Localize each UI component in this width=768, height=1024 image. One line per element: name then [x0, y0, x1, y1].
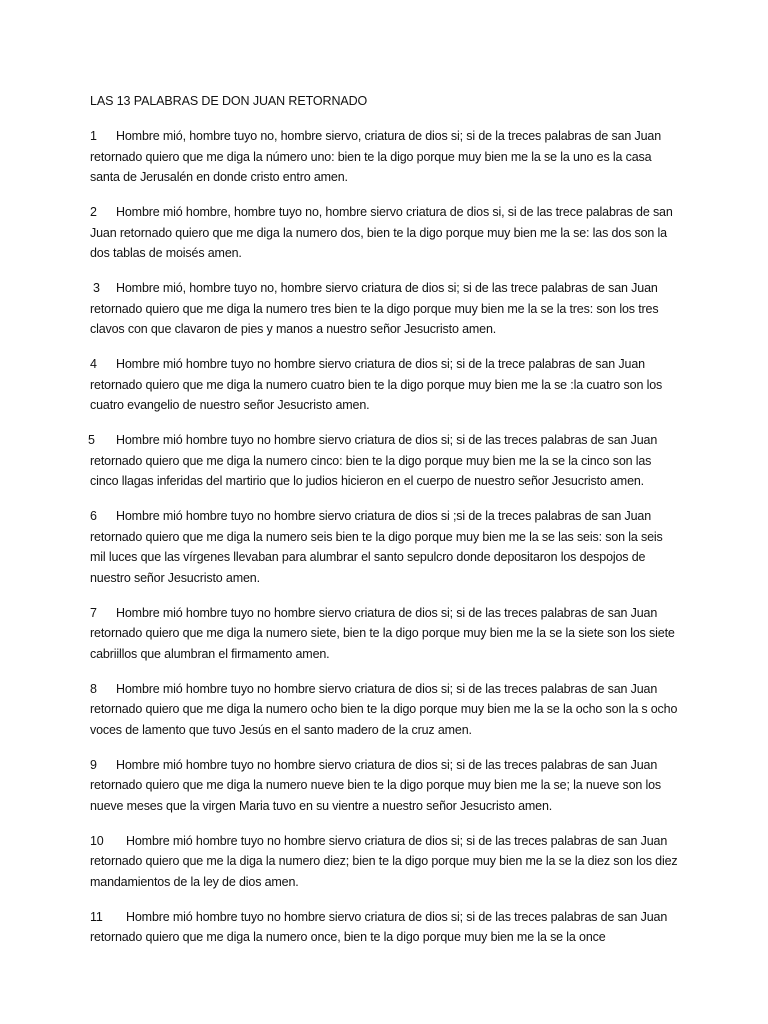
paragraph-5 [90, 430, 680, 492]
paragraph-number: 3 [93, 281, 100, 295]
paragraph-6 [90, 506, 680, 588]
paragraph-number: 4 [90, 357, 97, 371]
document-title: LAS 13 PALABRAS DE DON JUAN RETORNADO [90, 94, 368, 108]
paragraph-text: Hombre mió hombre tuyo no hombre siervo criatura de dios si; si de las treces palabras de san Juan retornado quiero que me diga la numero once, bien te la digo porque muy bien me la se la once [90, 909, 668, 944]
paragraph-text: Hombre mió hombre tuyo no hombre siervo criatura de dios si; si de las treces palabras de san Juan retornado quiero que me diga la numero ocho bien te la digo porque muy bien me la se la ocho son la s ocho voces de lamento que tuvo Jesús en el santo madero de la cruz amen. [90, 681, 678, 737]
paragraph-text: Hombre mió hombre, hombre tuyo no, hombre siervo criatura de dios si, si de las trece palabras de san Juan retornado quiero que me diga la numero dos, bien te la digo porque muy bien me la se: las dos son la dos tablas de moisés amen. [90, 205, 673, 260]
paragraph-number: 9 [90, 757, 97, 772]
paragraph-9 [90, 755, 680, 817]
paragraph-10 [90, 831, 680, 893]
paragraph-1 [90, 126, 680, 188]
paragraph-number: 6 [90, 509, 97, 523]
paragraph-text: Hombre mió hombre tuyo no hombre siervo criatura de dios si ;si de la treces palabras de san Juan retornado quiero que me diga la numero seis bien te la digo porque muy bien me la se las seis: son la seis mil luces que las vírgenes llevaban para alumbrar el santo sepulcro donde depositaron los despojos de nuestro señor Jesucristo amen. [90, 509, 663, 585]
paragraph-3 [90, 278, 680, 340]
paragraph-11 [90, 907, 680, 948]
paragraph-number: 8 [90, 681, 97, 696]
paragraph-number: 1 [90, 129, 97, 143]
paragraph-number: 2 [90, 205, 97, 219]
paragraph-number: 11 [90, 909, 103, 924]
paragraph-4 [90, 354, 680, 416]
paragraph-8 [90, 679, 680, 741]
paragraph-text: Hombre mió hombre tuyo no hombre siervo criatura de dios si; si de las treces palabras de san Juan retornado quiero que me diga la numero siete, bien te la digo porque muy bien me la se la siete son los siete cabriillos que alumbran el firmamento amen. [90, 605, 675, 661]
paragraph-2 [90, 202, 680, 264]
paragraph-number: 5 [88, 433, 95, 447]
paragraph-number: 7 [90, 605, 97, 620]
document-page [90, 92, 680, 962]
paragraph-text: Hombre mió, hombre tuyo no, hombre siervo criatura de dios si; si de las trece palabras de san Juan retornado quiero que me diga la numero tres bien te la digo porque muy bien me la se la tres: son los tres clavos con que clavaron de pies y manos a nuestro señor Jesucristo amen. [90, 281, 659, 336]
paragraph-text: Hombre mió hombre tuyo no hombre siervo criatura de dios si; si de las treces palabras de san Juan retornado quiero que me la diga la numero diez; bien te la digo porque muy bien me la se la diez son los diez mandamientos de la ley de dios amen. [90, 833, 678, 889]
paragraph-text: Hombre mió, hombre tuyo no, hombre siervo, criatura de dios si; si de la treces palabras de san Juan retornado quiero que me diga la número uno: bien te la digo porque muy bien me la se la uno es la casa santa de Jerusalén en donde cristo entro amen. [90, 129, 661, 184]
paragraph-text: Hombre mió hombre tuyo no hombre siervo criatura de dios si; si de las treces palabras de san Juan retornado quiero que me diga la numero nueve bien te la digo porque muy bien me la se; la nueve son los nueve meses que la virgen Maria tuvo en su vientre a nuestro señor Jesucristo amen. [90, 757, 662, 813]
paragraph-7 [90, 603, 680, 665]
paragraph-text: Hombre mió hombre tuyo no hombre siervo criatura de dios si; si de la trece palabras de san Juan retornado quiero que me diga la numero cuatro bien te la digo porque muy bien me la se :la cuatro son los cuatro evangelio de nuestro señor Jesucristo amen. [90, 357, 663, 412]
paragraph-text: Hombre mió hombre tuyo no hombre siervo criatura de dios si; si de las treces palabras de san Juan retornado quiero que me diga la numero cinco: bien te la digo porque muy bien me la se la cinco son las cinco llagas inferidas del martirio que lo judios hicieron en el cuerpo de nuestro señor Jesucristo amen. [90, 433, 658, 488]
paragraph-number: 10 [90, 833, 104, 848]
